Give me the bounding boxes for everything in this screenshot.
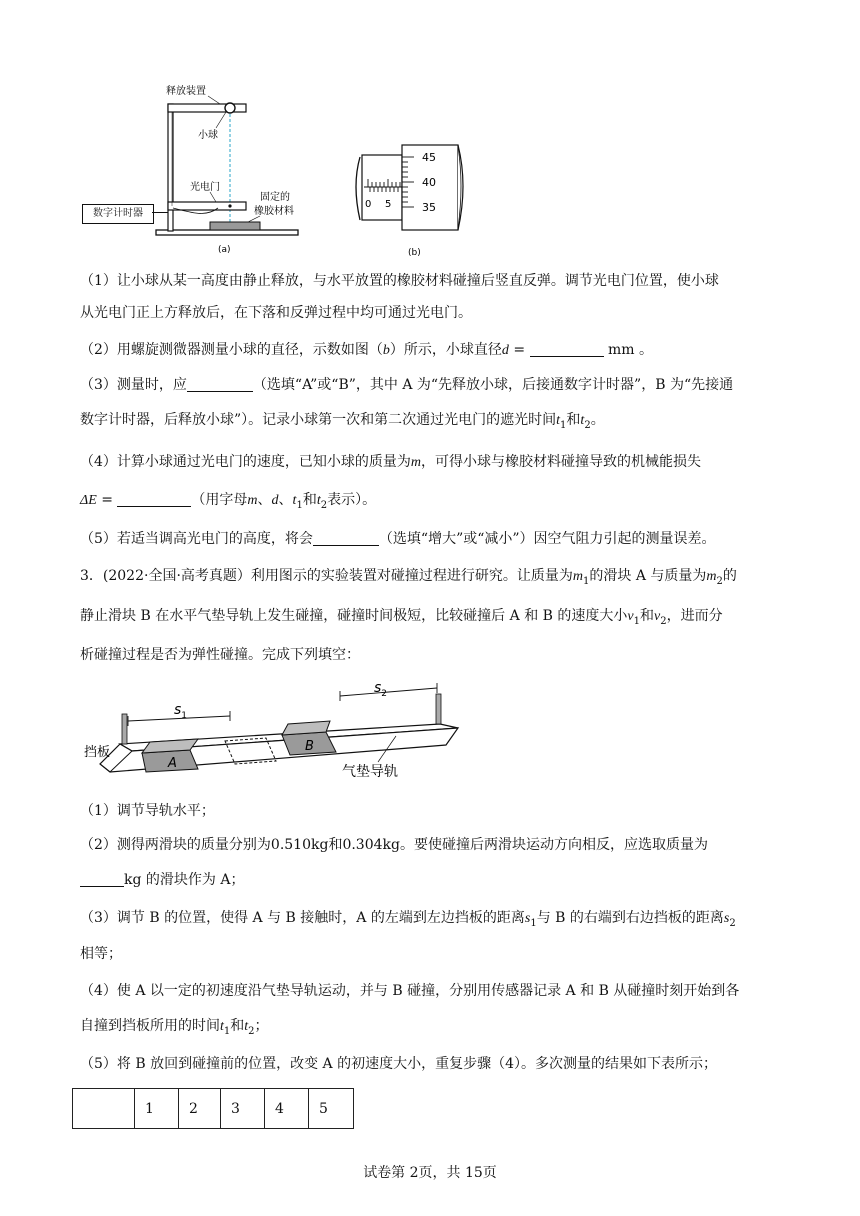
fixed-rubber-label-1: 固定的	[260, 192, 290, 203]
subscript: 2	[660, 615, 667, 627]
subscript: 1	[560, 419, 567, 431]
text: （1）调节导轨水平；	[80, 803, 215, 819]
text: 0.510kg	[270, 837, 329, 853]
table-cell: 2	[179, 1089, 221, 1129]
table-cell: 1	[135, 1089, 179, 1129]
ball-label: 小球	[198, 130, 218, 141]
q3-line2	[80, 606, 723, 632]
text: m	[247, 493, 258, 508]
text: 表示）。	[327, 492, 377, 508]
text: 的滑块 A 与质量为	[589, 568, 707, 584]
q3-line3	[80, 645, 360, 665]
q2-step4-line1	[80, 452, 701, 473]
s2-arrow	[340, 688, 437, 696]
text: 3．(2022·全国·高考真题）利用图示的实验装置对碰撞过程进行研究。让质量为	[80, 568, 573, 584]
text: t	[316, 493, 321, 508]
results-table	[72, 1088, 354, 1129]
table-cell: 4	[265, 1089, 309, 1129]
main-scale-0: 0	[365, 199, 372, 210]
q2-step3-line2	[80, 410, 605, 436]
text: =	[96, 492, 118, 508]
air-track-label: 气垫导轨	[342, 764, 398, 780]
text: ，可得小球与橡胶材料碰撞导致的机械能损失	[421, 454, 702, 470]
text: （2）用螺旋测微器测量小球的直径，示数如图（	[80, 342, 383, 358]
q2-step3-line1	[80, 375, 733, 395]
text: d	[501, 343, 509, 358]
q2-step1-line2	[80, 303, 472, 323]
text: m	[410, 455, 422, 470]
q2-step4-line2	[80, 490, 376, 516]
text: v	[627, 609, 634, 624]
answer-blank[interactable]	[313, 531, 379, 546]
base-plate	[156, 230, 298, 235]
s1-label: $s_1$	[174, 702, 188, 721]
text: （5）若适当调高光电门的高度，将会	[80, 531, 313, 547]
photogate-label: 光电门	[190, 182, 220, 193]
text: kg 的滑块作为 A；	[124, 872, 245, 888]
text: 析碰撞过程是否为弹性碰撞。完成下列填空：	[80, 647, 360, 663]
answer-blank[interactable]	[117, 492, 191, 507]
text: s	[524, 911, 531, 926]
text: d	[271, 493, 279, 508]
thimble-45: 45	[422, 151, 436, 164]
text: （3）调节 B 的位置，使得 A 与 B 接触时，A 的左端到左边挡板的距离	[80, 910, 525, 926]
text: 和	[230, 1018, 245, 1034]
text: （4）计算小球通过光电门的速度，已知小球的质量为	[80, 454, 411, 470]
ball-icon	[225, 103, 235, 113]
figure-b-micrometer	[350, 135, 500, 260]
figure-a-caption: (a)	[218, 245, 231, 255]
subscript: 1	[530, 917, 537, 929]
subscript: 2	[729, 917, 736, 929]
q3-step3-line1	[80, 908, 736, 934]
text: 从光电门正上方释放后，在下落和反弹过程中均可通过光电门。	[80, 305, 472, 321]
q3-step4-line1	[80, 981, 739, 1001]
text: 静止滑块 B 在水平气垫导轨上发生碰撞，碰撞时间极短，比较碰撞后 A 和 B 的速度大小	[80, 608, 628, 624]
subscript: 1	[583, 575, 590, 587]
text: s	[723, 911, 730, 926]
q2-step1-line1	[80, 271, 719, 291]
subscript: 2	[320, 499, 328, 511]
text: 。要使碰撞后两滑块运动方向相反，应选取质量为	[399, 837, 708, 853]
text: m	[572, 569, 584, 584]
text: 和	[302, 492, 317, 508]
text: （选填“增大”或“减小”）因空气阻力引起的测量误差。	[378, 531, 716, 547]
text: 。	[590, 412, 605, 428]
text: ，进而分	[666, 608, 723, 624]
q3-step2-line2	[80, 870, 244, 890]
slider-b-label: B	[305, 739, 314, 754]
text: 和	[639, 608, 654, 624]
text: t	[244, 1019, 249, 1034]
digital-timer-label: 数字计时器	[93, 208, 143, 219]
text: t	[580, 413, 585, 428]
text: t	[292, 493, 297, 508]
figure-air-track	[80, 678, 460, 790]
answer-blank[interactable]	[187, 377, 253, 392]
leader-line	[210, 192, 216, 202]
q3-step5	[80, 1054, 717, 1074]
text: mm 。	[603, 342, 653, 358]
leader-line	[216, 112, 226, 128]
text: v	[653, 609, 661, 624]
text: 、	[257, 492, 272, 508]
q2-step5	[80, 529, 716, 549]
q3-step2-line1	[80, 835, 708, 855]
right-baffle	[436, 694, 441, 724]
text: ）所示，小球直径	[389, 342, 502, 358]
figure-a-apparatus	[150, 80, 310, 260]
q3-step1	[80, 801, 215, 821]
text: 数字计时器，后释放小球”）。记录小球第一次和第二次通过光电门的遮光时间	[80, 412, 557, 428]
text: （用字母	[191, 492, 248, 508]
thimble-40: 40	[422, 176, 436, 189]
text: （2）测得两滑块的质量分别为	[80, 837, 271, 853]
table-cell: 3	[221, 1089, 265, 1129]
timer-connector	[152, 212, 168, 213]
subscript: 1	[223, 1025, 231, 1037]
subscript: 2	[248, 1025, 255, 1037]
text: 0.304kg	[342, 837, 400, 853]
text: 相等；	[80, 946, 122, 962]
left-baffle	[122, 714, 127, 744]
photogate-dot	[228, 204, 231, 207]
main-scale-5: 5	[385, 199, 392, 210]
text: =	[508, 342, 530, 358]
page-footer: 试卷第 2页，共 15页	[363, 1165, 497, 1181]
baffle-label: 挡板	[84, 745, 111, 760]
text: t	[220, 1019, 224, 1034]
text: 自撞到挡板所用的时间	[80, 1018, 220, 1034]
q3-line1	[80, 566, 737, 592]
subscript: 2	[584, 419, 591, 431]
q2-step2	[80, 340, 653, 361]
text: （4）使 A 以一定的初速度沿气垫导轨运动，并与 B 碰撞，分别用传感器记录 A 和 B 从碰撞时刻开始到各	[80, 983, 740, 999]
table-cell: 5	[309, 1089, 354, 1129]
subscript: 2	[716, 575, 723, 587]
q3-step3-line2	[80, 944, 122, 964]
slider-a-label: A	[168, 756, 177, 771]
subscript: 1	[633, 615, 640, 627]
photogate-arm	[168, 202, 246, 210]
text: （1）让小球从某一高度由静止释放，与水平放置的橡胶材料碰撞后竖直反弹。调节光电门位置，使小球	[80, 273, 719, 289]
text: m	[706, 569, 717, 584]
answer-blank[interactable]	[530, 342, 604, 357]
rubber-block	[210, 222, 260, 230]
text: b	[382, 343, 390, 358]
release-device-label: 释放装置	[166, 86, 206, 97]
leader-line	[208, 96, 220, 104]
subscript: 1	[296, 499, 303, 511]
table-cell	[73, 1089, 135, 1129]
text: ；	[254, 1018, 269, 1034]
ratchet-end	[458, 145, 463, 230]
thimble-35: 35	[422, 201, 436, 214]
text: ΔE	[80, 493, 97, 508]
text: 和	[566, 412, 581, 428]
figure-b-caption: (b)	[408, 248, 421, 258]
text: t	[556, 413, 561, 428]
text: 的	[722, 568, 737, 584]
s2-label: $s_2$	[374, 680, 388, 699]
answer-blank[interactable]	[80, 872, 124, 887]
text: 与 B 的右端到右边挡板的距离	[536, 910, 724, 926]
text: 和	[328, 837, 343, 853]
text: （选填“A”或“B”，其中 A 为“先释放小球，后接通数字计时器”，B 为“先接通	[252, 377, 734, 393]
text: （3）测量时，应	[80, 377, 187, 393]
frame-curve	[356, 157, 360, 220]
table-row	[73, 1089, 354, 1129]
text: （5）将 B 放回到碰撞前的位置，改变 A 的初速度大小，重复步骤（4）。多次测量的结果如下表所示；	[80, 1056, 718, 1072]
q3-step4-line2	[80, 1016, 269, 1042]
fixed-rubber-label-2: 橡胶材料	[254, 206, 294, 217]
text: 、	[278, 492, 293, 508]
digital-timer-box	[82, 204, 154, 224]
